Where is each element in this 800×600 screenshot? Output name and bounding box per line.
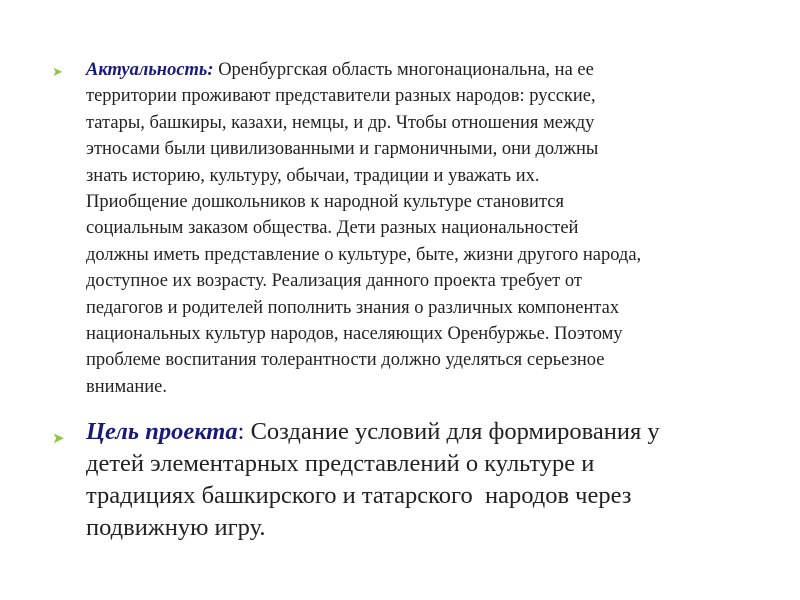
goal-heading: Цель проекта (86, 418, 238, 445)
text-line: этносами были цивилизованными и гармоничными, они должны (86, 139, 599, 160)
text-line: должны иметь представление о культуре, быте, жизни другого народа, (86, 244, 642, 265)
text-line: внимание. (86, 376, 167, 397)
relevance-paragraph (52, 57, 641, 400)
text-line: татары, башкиры, казахи, немцы, и др. Чтобы отношения между (86, 112, 595, 133)
text-line (86, 57, 641, 83)
text-line: Создание условий для формирования у (244, 418, 660, 445)
text-line: педагогов и родителей пополнить знания о различных компонентах (86, 297, 620, 318)
text-line (86, 416, 660, 448)
text-line: территории проживают представители разных народов: русские, (86, 86, 596, 107)
text-line: проблеме воспитания толерантности должно уделяться серьезное (86, 350, 605, 371)
goal-paragraph (52, 416, 660, 544)
text-line: национальных культур народов, населяющих Оренбуржье. Поэтому (86, 324, 623, 345)
text-line: детей элементарных представлений о культуре и (86, 450, 595, 477)
text-line: доступное их возрасту. Реализация данного проекта требует от (86, 271, 582, 292)
text-line: социальным заказом общества. Дети разных национальностей (86, 218, 579, 239)
relevance-heading: Актуальность: (86, 60, 214, 80)
text-line: подвижную игру. (86, 514, 266, 541)
arrowhead-bullet-icon: ➤ (52, 429, 65, 447)
arrowhead-bullet-icon: ➤ (52, 65, 63, 80)
text-line: Оренбургская область многонациональна, на ее (213, 60, 594, 80)
text-line: знать историю, культуру, обычаи, традиции и уважать их. (86, 165, 540, 186)
text-line: традициях башкирского и татарского народов через (86, 482, 632, 509)
goal-colon: : (237, 418, 245, 445)
text-line: Приобщение дошкольников к народной культуре становится (86, 192, 564, 213)
